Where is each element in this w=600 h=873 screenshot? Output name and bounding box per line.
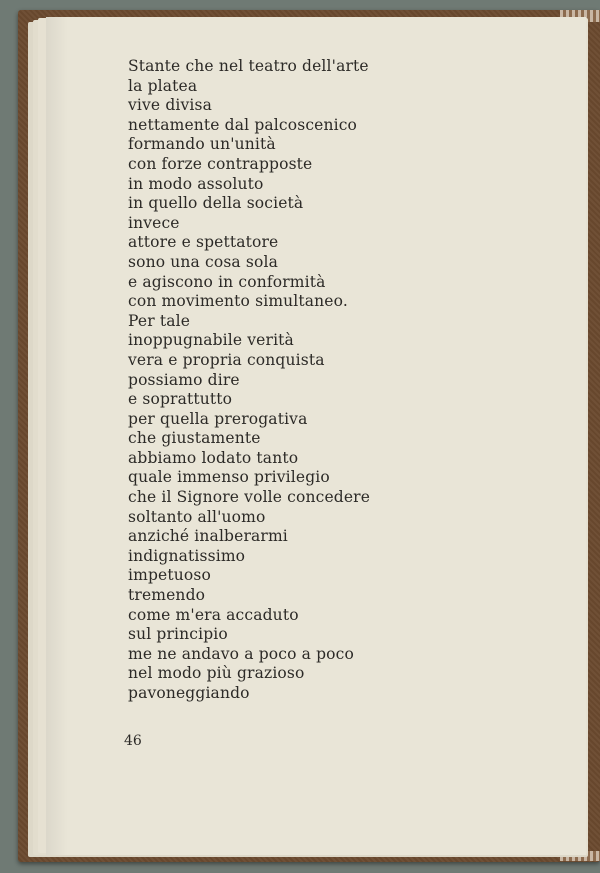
poem-line: in modo assoluto [128,174,264,193]
poem-line: con movimento simultaneo. [128,292,348,311]
poem-line: Per tale [128,311,191,330]
poem-line: possiamo dire [128,370,240,389]
poem-line: impetuoso [128,566,211,585]
poem-line: anziché inalberarmi [128,527,288,546]
poem-line: per quella prerogativa [128,409,308,428]
poem-line: nel modo più grazioso [128,664,305,683]
poem-line: tremendo [128,586,206,605]
poem-line: sul principio [128,625,228,644]
poem-line: che giustamente [128,429,261,448]
poem-line: me ne andavo a poco a poco [128,644,354,663]
poem-line: nettamente dal palcoscenico [128,115,358,134]
poem-line: come m'era accaduto [128,605,299,624]
poem-line: abbiamo lodato tanto [128,448,299,467]
poem-line: inoppugnabile verità [128,331,294,350]
poem-line: in quello della società [128,194,304,213]
poem-line: pavoneggiando [128,684,250,702]
poem-line: sono una cosa sola [128,252,278,271]
poem-line: quale immenso privilegio [128,468,330,487]
poem-line: e soprattutto [128,390,233,409]
poem-line: vera e propria conquista [128,350,325,369]
poem-line: con forze contrapposte [128,154,313,173]
poem-line: invece [128,213,180,232]
poem-line: Stante che nel teatro dell'arte [128,57,369,75]
poem-line: che il Signore volle concedere [128,488,371,507]
poem-line: vive divisa [128,96,213,115]
poem-line: e agiscono in conformità [128,272,326,291]
poem-line: attore e spettatore [128,233,279,252]
poem-line: formando un'unità [128,135,276,154]
poem-line: indignatissimo [128,546,246,565]
page-number: 46 [124,733,142,749]
poem-line: soltanto all'uomo [128,507,266,526]
poem-text [128,57,548,704]
poem-line: la platea [128,76,198,95]
